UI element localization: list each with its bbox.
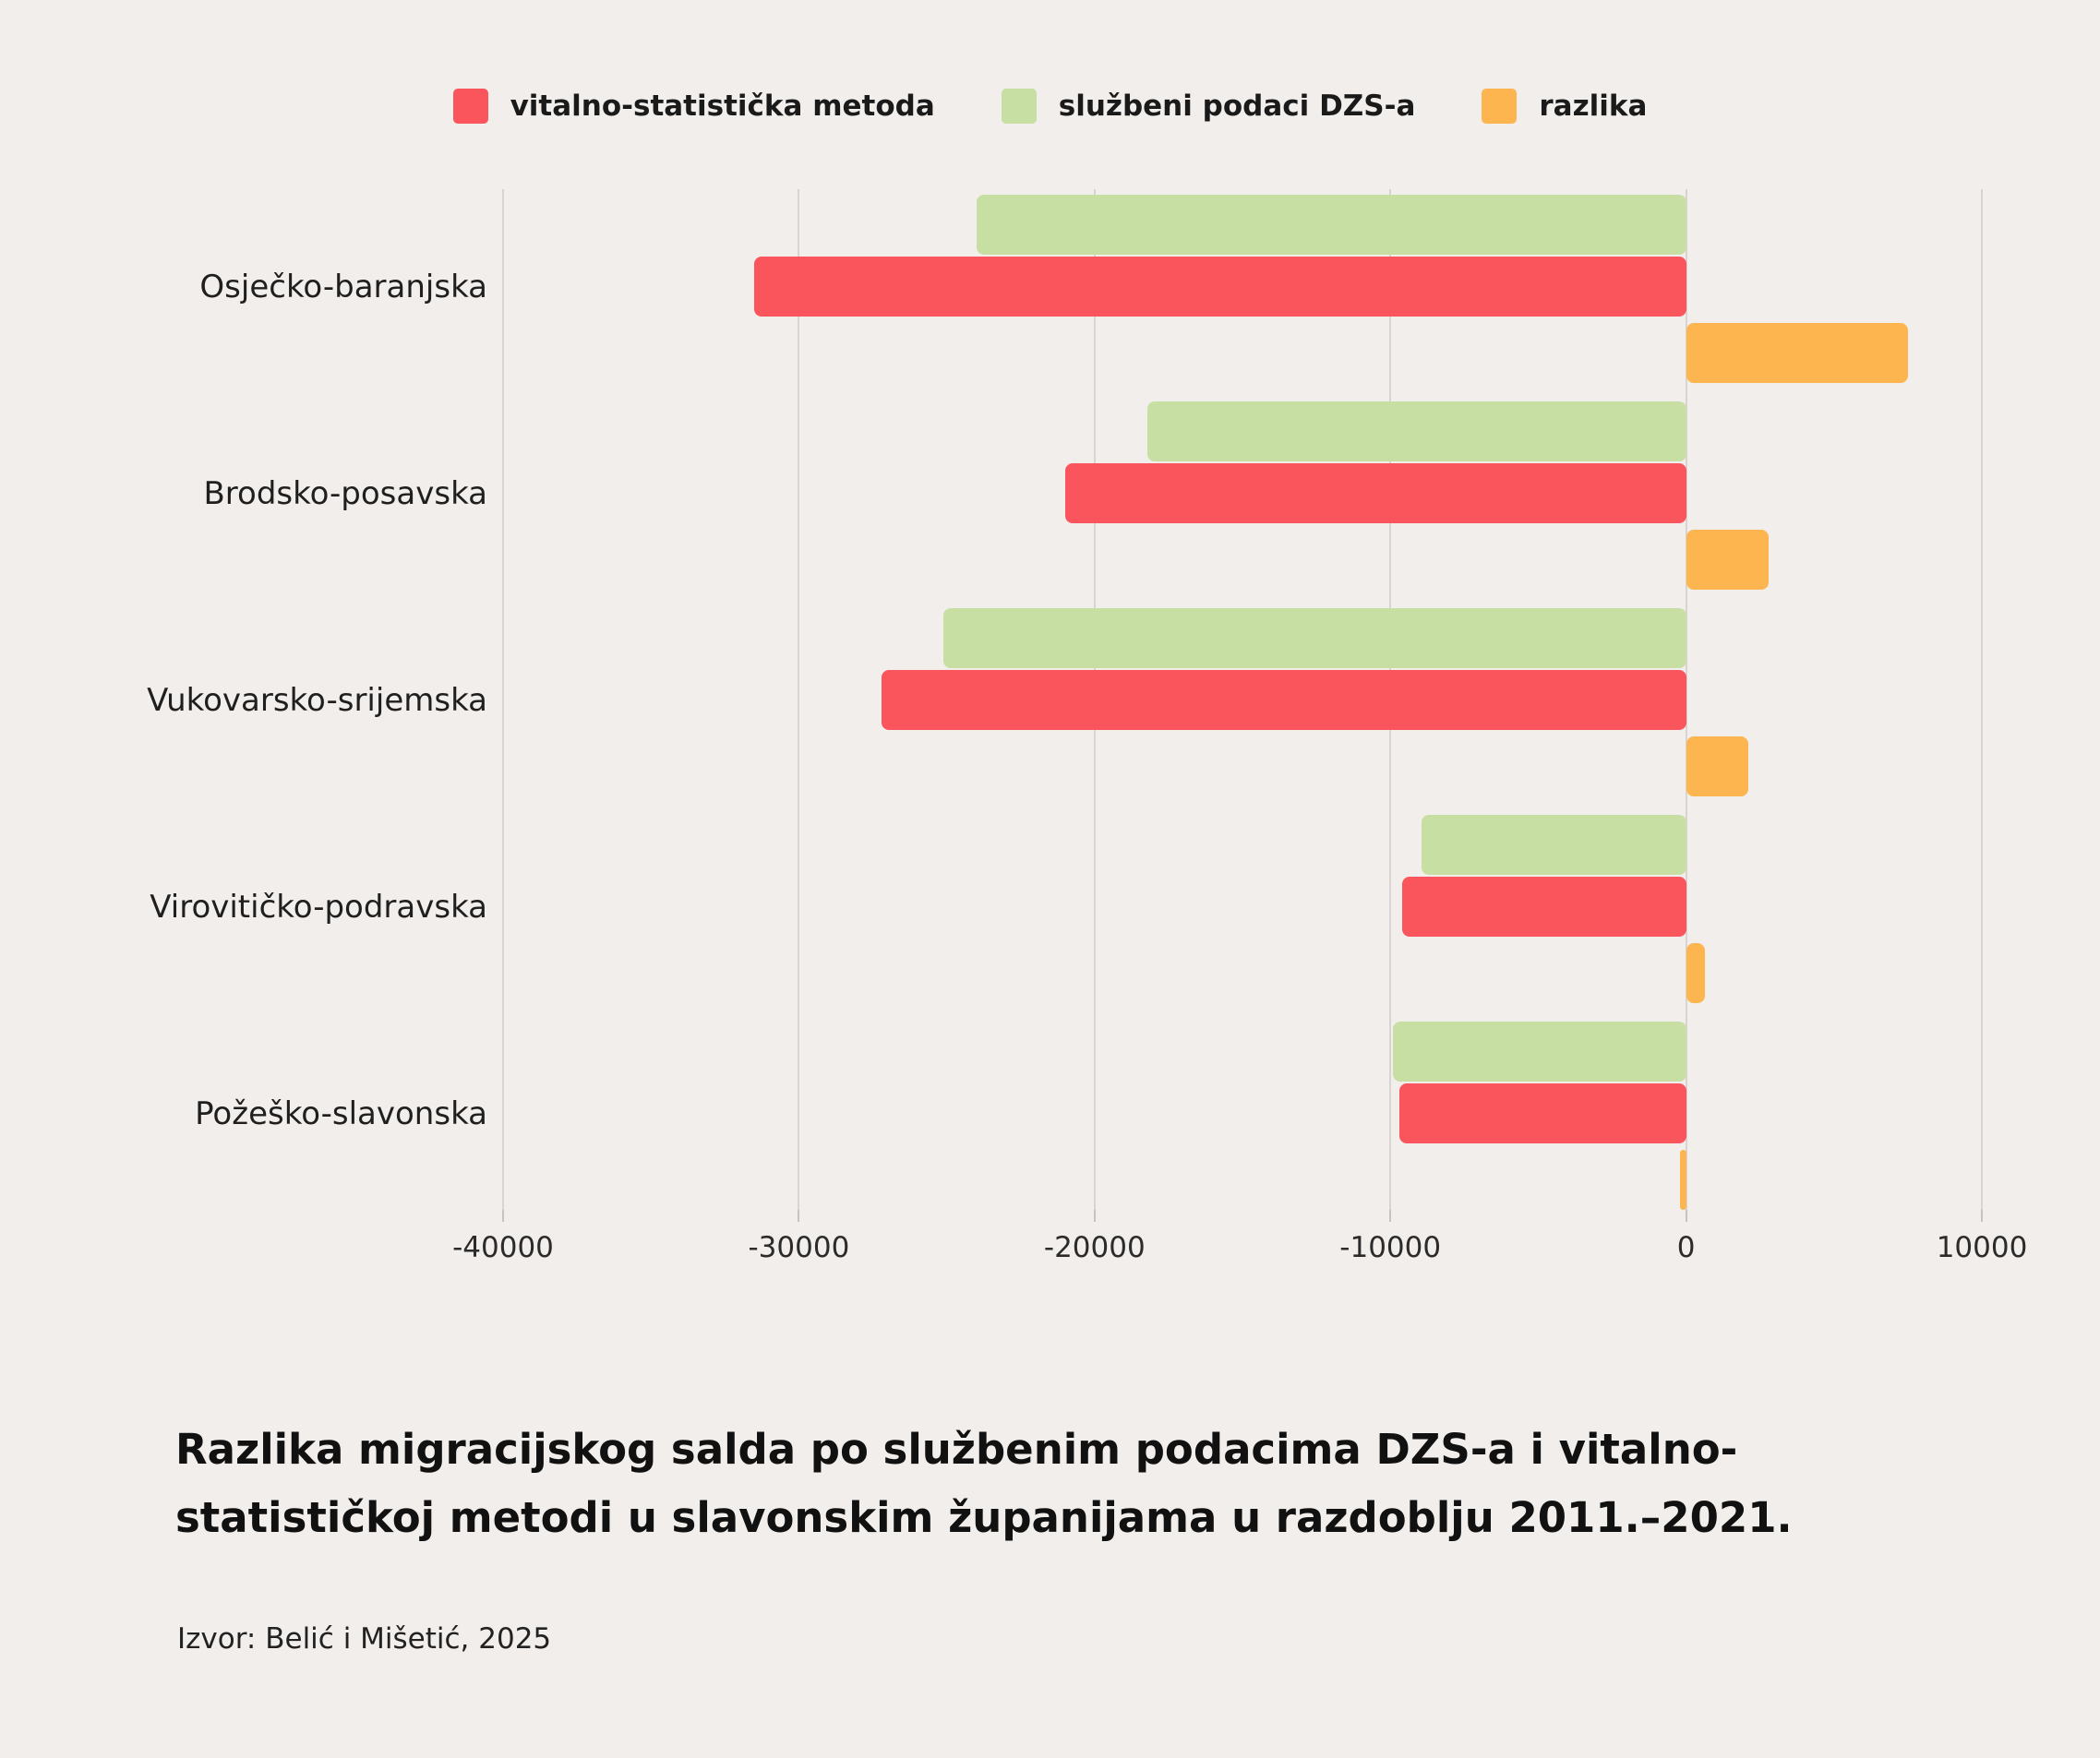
x-tick-label: 0 — [1676, 1231, 1696, 1264]
category-label: Virovitičko-podravska — [150, 888, 487, 926]
axis-tick — [502, 1210, 504, 1222]
bar-series-2 — [1680, 1150, 1686, 1210]
legend-item-0 — [453, 89, 935, 124]
legend-label: razlika — [1539, 90, 1648, 123]
bar-series-1 — [1393, 1022, 1686, 1082]
bar-series-0 — [1402, 877, 1686, 937]
bar-series-2 — [1686, 530, 1770, 590]
bar-series-1 — [1147, 401, 1686, 461]
gridline — [1981, 189, 1983, 1210]
gridline — [798, 189, 799, 1210]
axis-tick — [798, 1210, 799, 1222]
category-label: Požeško-slavonska — [195, 1094, 487, 1132]
legend-swatch-icon — [1002, 89, 1037, 124]
axis-tick — [1686, 1210, 1687, 1222]
bar-series-1 — [943, 608, 1686, 668]
x-tick-label: -10000 — [1339, 1231, 1442, 1264]
legend-item-2 — [1482, 89, 1647, 124]
axis-tick — [1389, 1210, 1391, 1222]
legend-swatch-icon — [453, 89, 488, 124]
bar-series-0 — [754, 257, 1686, 317]
bar-series-0 — [882, 670, 1686, 730]
legend — [0, 89, 2100, 124]
source-note: Izvor: Belić i Mišetić, 2025 — [177, 1622, 552, 1656]
x-tick-label: 10000 — [1936, 1231, 2028, 1264]
axis-tick — [1981, 1210, 1983, 1222]
bar-series-1 — [977, 195, 1686, 255]
axis-tick — [1094, 1210, 1096, 1222]
category-label: Osječko-baranjska — [199, 268, 487, 305]
category-label: Brodsko-posavska — [203, 474, 487, 512]
legend-label: vitalno-statistička metoda — [510, 90, 935, 123]
chart-title: Razlika migracijskog salda po službenim podacima DZS-a i vitalno-statističkoj metodi u slavonskim županijama u razdoblju 2011.–2021. — [175, 1425, 1793, 1543]
bar-series-0 — [1399, 1083, 1686, 1143]
plot-area — [503, 189, 1982, 1210]
bar-series-1 — [1422, 815, 1686, 875]
legend-swatch-icon — [1482, 89, 1517, 124]
x-tick-label: -30000 — [748, 1231, 850, 1264]
bar-series-0 — [1065, 463, 1686, 523]
legend-label: službeni podaci DZS-a — [1058, 90, 1416, 123]
legend-item-1 — [1002, 89, 1416, 124]
bar-series-2 — [1686, 323, 1908, 383]
bar-series-2 — [1686, 943, 1706, 1003]
x-tick-label: -40000 — [452, 1231, 554, 1264]
bar-series-2 — [1686, 736, 1748, 796]
gridline — [502, 189, 504, 1210]
category-label: Vukovarsko-srijemska — [147, 681, 487, 719]
x-tick-label: -20000 — [1043, 1231, 1146, 1264]
